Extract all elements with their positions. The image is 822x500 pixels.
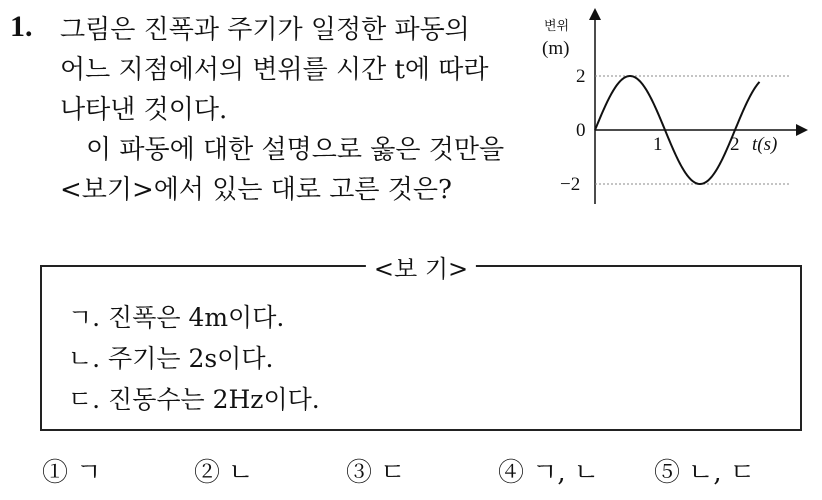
graph-svg: [540, 8, 810, 208]
bogi-item: ㄱ. 진폭은 4m이다.: [68, 303, 285, 332]
question-number: 1.: [10, 10, 33, 43]
displacement-graph: [540, 8, 810, 208]
prompt-line: 이 파동에 대한 설명으로 옳은 것만을: [86, 135, 505, 165]
choice-4[interactable]: ④ ㄱ, ㄴ: [498, 458, 600, 488]
y-axis-unit: (m): [542, 38, 570, 59]
question-line: 나타낸 것이다.: [60, 95, 228, 125]
question-line: 그림은 진폭과 주기가 일정한 파동의: [60, 15, 470, 45]
choice-2[interactable]: ② ㄴ: [194, 458, 254, 488]
bogi-item: ㄷ. 진동수는 2Hz이다.: [68, 385, 320, 414]
bogi-item: ㄴ. 주기는 2s이다.: [68, 344, 274, 373]
x-tick-1: 1: [653, 134, 663, 155]
question-line: 어느 지점에서의 변위를 시간 t에 따라: [60, 55, 489, 85]
y-tick-2: 2: [576, 66, 586, 87]
bogi-title: <보 기>: [366, 249, 476, 284]
y-axis-label: 변위: [544, 19, 570, 34]
bogi-box: [40, 255, 802, 431]
bogi-items: [68, 297, 320, 420]
x-axis-label: t(s): [752, 134, 778, 155]
choice-5[interactable]: ⑤ ㄴ, ㄷ: [654, 458, 756, 488]
choice-3[interactable]: ③ ㄷ: [346, 458, 406, 488]
y-tick-neg2: −2: [560, 174, 581, 195]
question-text: [60, 10, 530, 210]
choice-1[interactable]: ① ㄱ: [42, 458, 102, 488]
x-tick-2: 2: [730, 134, 740, 155]
prompt-line: <보기>에서 있는 대로 고른 것은?: [60, 175, 452, 205]
y-tick-0: 0: [576, 120, 586, 141]
